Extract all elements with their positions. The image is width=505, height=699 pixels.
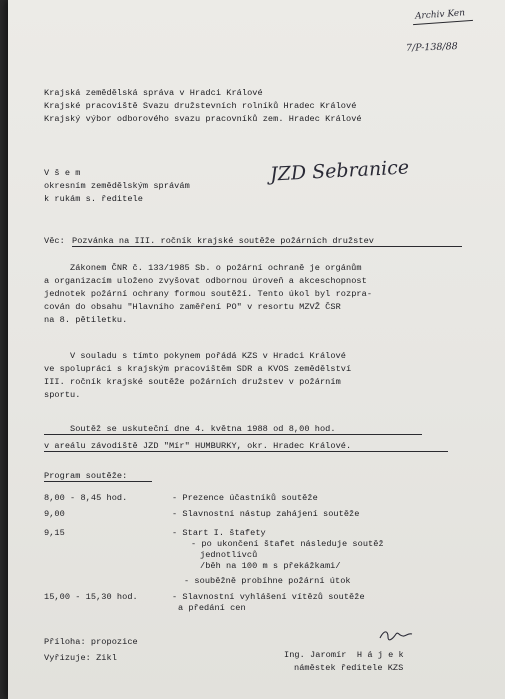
para3-underline-2 bbox=[44, 451, 448, 452]
sender-line-2: Krajské pracoviště Svazu družstevních rolníků Hradec Králové bbox=[44, 101, 357, 111]
para2-line-4: sportu. bbox=[44, 390, 81, 400]
program-title: Program soutěže: bbox=[44, 471, 128, 481]
para2-line-2: ve spolupráci s krajským pracovištěm SDR a KVOS zemědělství bbox=[44, 364, 352, 374]
jzd-handwriting: JZD Sebranice bbox=[269, 156, 410, 186]
subject-label: Věc: bbox=[44, 236, 65, 246]
program-item-5-sub: a předání cen bbox=[178, 603, 246, 613]
program-item-2: - Slavnostní nástup zahájení soutěže bbox=[172, 509, 360, 519]
sender-line-3: Krajský výbor odborového svazu pracovníků zem. Hradec Králové bbox=[44, 114, 362, 124]
handled-by: Vyřizuje: Zikl bbox=[44, 653, 117, 663]
para3-line-1: Soutěž se uskuteční dne 4. května 1988 od 8,00 hod. bbox=[70, 424, 336, 434]
para1-line-2: a organizacím uloženo zvyšovat odbornou úroveň a akceschopnost bbox=[44, 276, 367, 286]
recipient-line-3: k rukám s. ředitele bbox=[44, 194, 143, 204]
para2-line-1: V souladu s tímto pokynem pořádá KZS v Hradci Králové bbox=[70, 351, 346, 361]
program-title-underline bbox=[44, 481, 152, 482]
program-time-1: 8,00 - 8,45 hod. bbox=[44, 493, 128, 503]
program-item-1: - Prezence účastníků soutěže bbox=[172, 493, 318, 503]
program-item-3-sub-3: /běh na 100 m s překážkami/ bbox=[200, 561, 341, 571]
program-item-3: - Start I. štafety bbox=[172, 528, 266, 538]
program-item-3-sub-2: jednotlivců bbox=[200, 550, 258, 560]
archive-note: Archiv Ken bbox=[414, 8, 466, 22]
sender-line-1: Krajská zemědělská správa v Hradci Králové bbox=[44, 88, 263, 98]
document-page bbox=[8, 0, 505, 699]
recipient-line-1: V š e m bbox=[44, 168, 81, 178]
signature bbox=[378, 628, 414, 644]
program-item-3-sub-1: - po ukončení štafet následuje soutěž bbox=[191, 539, 384, 549]
para3-underline-1 bbox=[44, 434, 422, 435]
signatory-name: Ing. Jaromír H á j e k bbox=[284, 650, 404, 660]
subject-underline bbox=[72, 246, 462, 247]
attachment: Příloha: propozice bbox=[44, 637, 138, 647]
para1-line-3: jednotek požární ochrany formou soutěží. Tento úkol byl rozpra- bbox=[44, 289, 373, 299]
para1-line-5: na 8. pětiletku. bbox=[44, 315, 128, 325]
program-item-5: - Slavnostní vyhlášení vítězů soutěže bbox=[172, 592, 365, 602]
para2-line-3: III. ročník krajské soutěže požárních družstev v požárním bbox=[44, 377, 341, 387]
para1-line-1: Zákonem ČNR č. 133/1985 Sb. o požární ochraně je orgánům bbox=[70, 263, 362, 273]
program-time-5: 15,00 - 15,30 hod. bbox=[44, 592, 138, 602]
program-item-4: - souběžně probíhne požární útok bbox=[184, 576, 351, 586]
reference-number: 7/P-138/88 bbox=[405, 41, 458, 54]
para1-line-4: cován do obsahu "Hlavního zaměření PO" v resortu MZVŽ ČSR bbox=[44, 302, 341, 312]
recipient-line-2: okresním zemědělským správám bbox=[44, 181, 190, 191]
subject-text: Pozvánka na III. ročník krajské soutěže požárních družstev bbox=[72, 236, 375, 246]
para3-line-2: v areálu závodiště JZD "Mír" HUMBURKY, okr. Hradec Králové. bbox=[44, 441, 352, 451]
program-time-3: 9,15 bbox=[44, 528, 65, 538]
program-time-2: 9,00 bbox=[44, 509, 65, 519]
signatory-title: náměstek ředitele KZS bbox=[294, 663, 404, 673]
